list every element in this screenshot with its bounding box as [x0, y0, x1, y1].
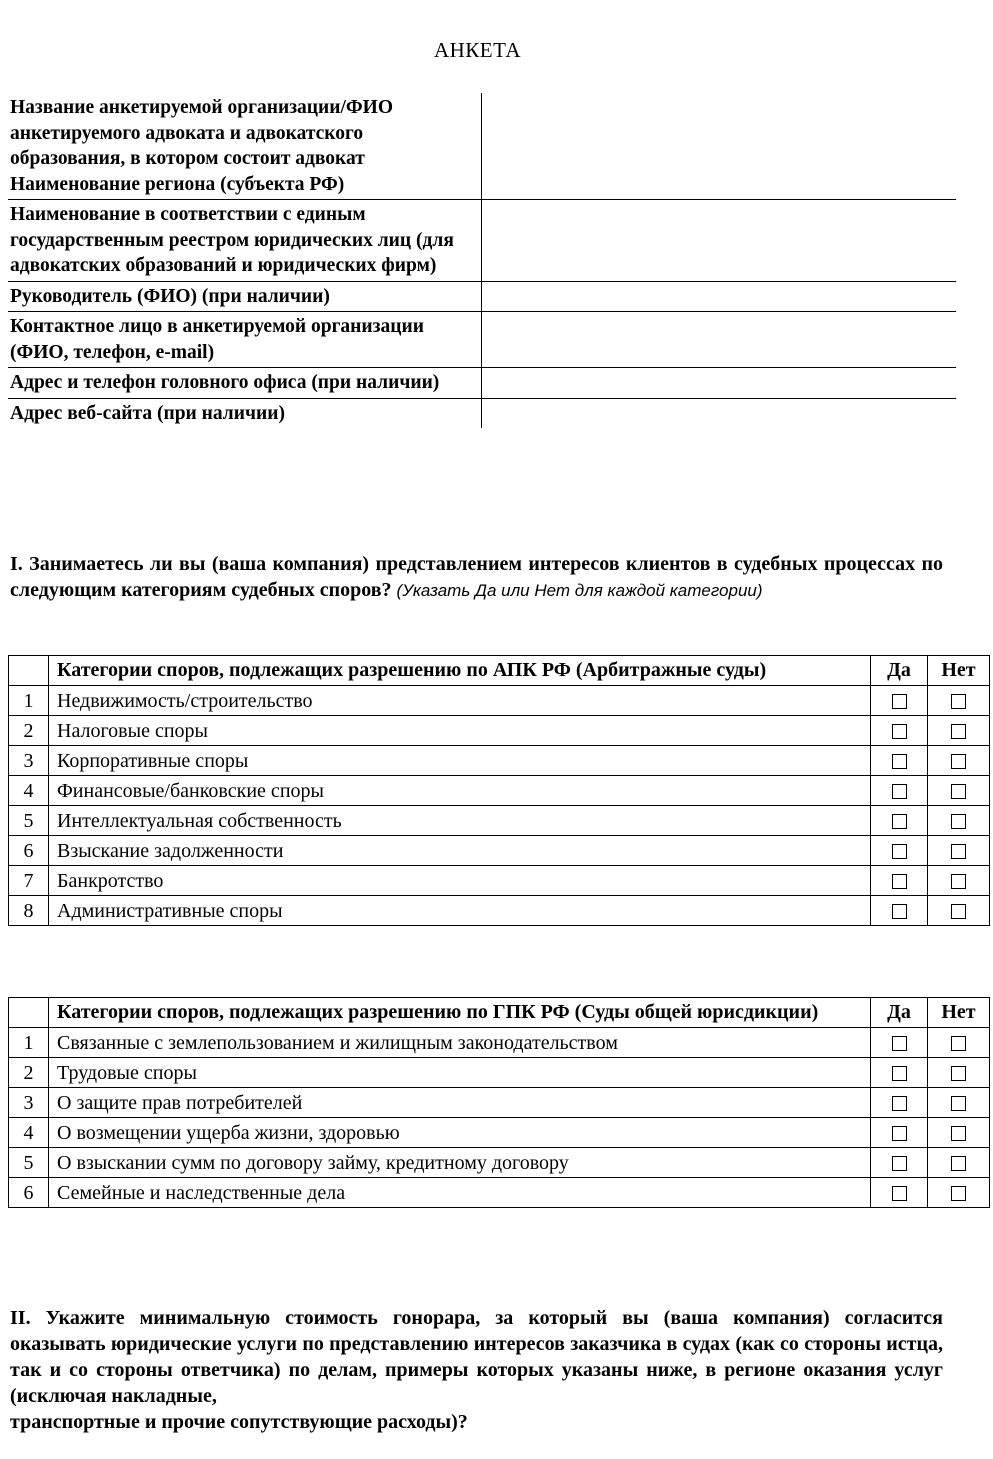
info-row [8, 200, 956, 282]
category-header: Категории споров, подлежащих разрешению по ГПК РФ (Суды общей юрисдикции) [49, 998, 871, 1028]
yes-cell [871, 806, 928, 836]
category-name: О взыскании сумм по договору займу, кредитному договору [49, 1148, 871, 1178]
yes-cell [871, 896, 928, 926]
no-checkbox[interactable] [951, 874, 966, 889]
section-2-text-end: транспортные и прочие сопутствующие расходы)? [10, 1411, 468, 1433]
yes-cell [871, 1178, 928, 1208]
no-checkbox[interactable] [951, 814, 966, 829]
yes-checkbox[interactable] [892, 754, 907, 769]
yes-cell [871, 1118, 928, 1148]
row-number: 6 [9, 836, 49, 866]
table-row [9, 1148, 990, 1178]
no-cell [928, 866, 990, 896]
table-row [9, 896, 990, 926]
no-cell [928, 746, 990, 776]
no-checkbox[interactable] [951, 904, 966, 919]
info-row-value-field[interactable] [482, 200, 957, 282]
info-row [8, 368, 956, 399]
section-2-number: II. [10, 1307, 31, 1329]
row-number: 3 [9, 1088, 49, 1118]
no-checkbox[interactable] [951, 1066, 966, 1081]
yes-checkbox[interactable] [892, 784, 907, 799]
yes-checkbox[interactable] [892, 1156, 907, 1171]
category-name: О возмещении ущерба жизни, здоровью [49, 1118, 871, 1148]
table-header-row [9, 656, 990, 686]
no-checkbox[interactable] [951, 1036, 966, 1051]
section-1-note: (Указать Да или Нет для каждой категории) [396, 581, 763, 600]
number-header-cell [9, 998, 49, 1028]
info-row-label: Контактное лицо в анкетируемой организации (ФИО, телефон, e-mail) [8, 312, 482, 368]
row-number: 8 [9, 896, 49, 926]
no-cell [928, 776, 990, 806]
yes-checkbox[interactable] [892, 874, 907, 889]
yes-checkbox[interactable] [892, 904, 907, 919]
category-name: Интеллектуальная собственность [49, 806, 871, 836]
section-2-question [10, 1305, 943, 1435]
table-row [9, 1088, 990, 1118]
category-name: Корпоративные споры [49, 746, 871, 776]
no-checkbox[interactable] [951, 724, 966, 739]
yes-cell [871, 1028, 928, 1058]
info-row-label: Адрес и телефон головного офиса (при наличии) [8, 368, 482, 399]
row-number: 6 [9, 1178, 49, 1208]
table-row [9, 686, 990, 716]
no-header: Нет [928, 998, 990, 1028]
table-row [9, 1058, 990, 1088]
table-row [9, 1028, 990, 1058]
gpk-categories-table [8, 997, 990, 1208]
info-row [8, 93, 956, 200]
no-cell [928, 1058, 990, 1088]
category-name: Взыскание задолженности [49, 836, 871, 866]
yes-checkbox[interactable] [892, 1186, 907, 1201]
yes-checkbox[interactable] [892, 694, 907, 709]
yes-header: Да [871, 656, 928, 686]
no-header: Нет [928, 656, 990, 686]
page-title: АНКЕТА [433, 38, 522, 62]
yes-checkbox[interactable] [892, 814, 907, 829]
row-number: 7 [9, 866, 49, 896]
yes-cell [871, 1058, 928, 1088]
info-row-value-field[interactable] [482, 398, 957, 428]
no-cell [928, 686, 990, 716]
no-checkbox[interactable] [951, 754, 966, 769]
no-checkbox[interactable] [951, 1186, 966, 1201]
section-1-question [10, 551, 943, 604]
section-2-text: Укажите минимальную стоимость гонорара, за который вы (ваша компания) согласится оказывать юридические услуги по представлению интересов заказчика в судах (как со стороны истца, так и со стороны ответчика) по делам, примеры которых указаны ниже, в регионе оказания услуг (исключая накладные, [10, 1307, 943, 1407]
info-row [8, 398, 956, 428]
row-number: 5 [9, 806, 49, 836]
yes-checkbox[interactable] [892, 844, 907, 859]
yes-cell [871, 776, 928, 806]
yes-checkbox[interactable] [892, 1036, 907, 1051]
info-row [8, 312, 956, 368]
apk-categories-table [8, 655, 990, 926]
table-row [9, 866, 990, 896]
no-checkbox[interactable] [951, 1126, 966, 1141]
yes-checkbox[interactable] [892, 724, 907, 739]
info-row [8, 281, 956, 312]
no-cell [928, 1148, 990, 1178]
yes-checkbox[interactable] [892, 1066, 907, 1081]
section-1-number: I. [10, 553, 23, 575]
table-row [9, 716, 990, 746]
yes-cell [871, 686, 928, 716]
info-row-value-field[interactable] [482, 368, 957, 399]
table-row [9, 1178, 990, 1208]
organization-info-table [8, 93, 956, 428]
yes-checkbox[interactable] [892, 1126, 907, 1141]
table-row [9, 746, 990, 776]
info-row-label: Адрес веб-сайта (при наличии) [8, 398, 482, 428]
table-header-row [9, 998, 990, 1028]
category-name: Семейные и наследственные дела [49, 1178, 871, 1208]
info-row-label: Название анкетируемой организации/ФИО анкетируемого адвоката и адвокатского образования, в котором состоит адвокат Наименование региона (субъекта РФ) [10, 97, 393, 195]
category-name: Административные споры [49, 896, 871, 926]
info-row-value-field[interactable] [482, 312, 957, 368]
yes-cell [871, 746, 928, 776]
no-checkbox[interactable] [951, 1156, 966, 1171]
info-row-label: Руководитель (ФИО) (при наличии) [8, 281, 482, 312]
category-name: Финансовые/банковские споры [49, 776, 871, 806]
row-number: 4 [9, 776, 49, 806]
category-name: Связанные с землепользованием и жилищным законодательством [49, 1028, 871, 1058]
row-number: 2 [9, 716, 49, 746]
yes-cell [871, 866, 928, 896]
info-row-value-field[interactable] [482, 93, 957, 200]
table-row [9, 776, 990, 806]
no-cell [928, 806, 990, 836]
no-cell [928, 836, 990, 866]
yes-cell [871, 1148, 928, 1178]
no-checkbox[interactable] [951, 784, 966, 799]
no-cell [928, 1028, 990, 1058]
yes-cell [871, 836, 928, 866]
category-name: Налоговые споры [49, 716, 871, 746]
row-number: 5 [9, 1148, 49, 1178]
number-header-cell [9, 656, 49, 686]
table-row [9, 806, 990, 836]
section-1-text: Занимаетесь ли вы (ваша компания) представлением интересов клиентов в судебных процессах по следующим категориям судебных споров? [10, 553, 943, 601]
info-row-label: Наименование в соответствии с единым государственным реестром юридических лиц (для адвокатских образований и юридических фирм) [8, 200, 482, 282]
category-name: Банкротство [49, 866, 871, 896]
yes-cell [871, 1088, 928, 1118]
no-cell [928, 1178, 990, 1208]
no-cell [928, 1088, 990, 1118]
yes-header: Да [871, 998, 928, 1028]
table-row [9, 836, 990, 866]
no-checkbox[interactable] [951, 694, 966, 709]
info-row-value-field[interactable] [482, 281, 957, 312]
no-cell [928, 896, 990, 926]
row-number: 3 [9, 746, 49, 776]
no-cell [928, 1118, 990, 1148]
category-name: Трудовые споры [49, 1058, 871, 1088]
yes-checkbox[interactable] [892, 1096, 907, 1111]
row-number: 1 [9, 686, 49, 716]
no-checkbox[interactable] [951, 1096, 966, 1111]
category-header: Категории споров, подлежащих разрешению по АПК РФ (Арбитражные суды) [49, 656, 871, 686]
table-row [9, 1118, 990, 1148]
yes-cell [871, 716, 928, 746]
category-name: Недвижимость/строительство [49, 686, 871, 716]
row-number: 1 [9, 1028, 49, 1058]
row-number: 4 [9, 1118, 49, 1148]
no-checkbox[interactable] [951, 844, 966, 859]
category-name: О защите прав потребителей [49, 1088, 871, 1118]
no-cell [928, 716, 990, 746]
row-number: 2 [9, 1058, 49, 1088]
